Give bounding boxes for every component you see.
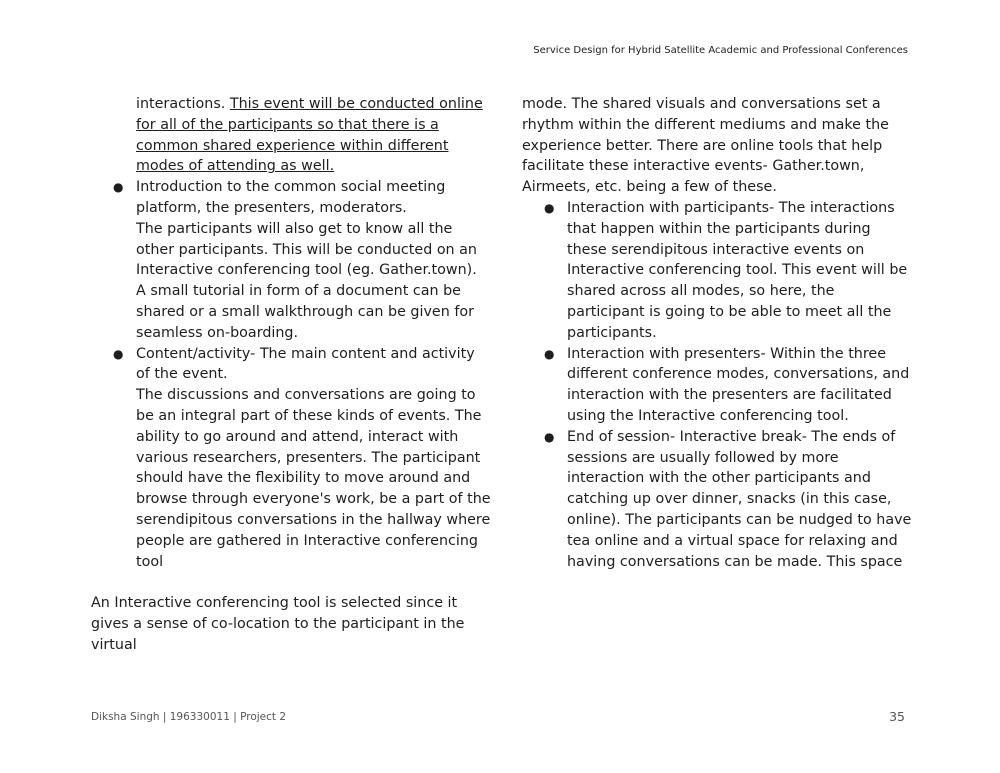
bullet-icon: ● bbox=[544, 200, 555, 215]
bullet-icon: ● bbox=[544, 429, 555, 444]
left-column bbox=[91, 94, 491, 656]
right-bullet-list bbox=[522, 198, 914, 572]
list-item bbox=[522, 427, 914, 573]
bullet-icon: ● bbox=[113, 346, 124, 361]
bullet-lead: Introduction to the common social meeting platform, the presenters, moderators. bbox=[136, 179, 446, 216]
bullet-icon: ● bbox=[113, 180, 124, 195]
list-item bbox=[91, 344, 491, 573]
bullet-text: End of session- Interactive break- The ends of sessions are usually followed by more interaction with the other participants and catching up over dinner, snacks (in this case, online). The participants can be nudged to have tea online and a virtual space for relaxing and having conversations can be made. This space bbox=[567, 428, 912, 570]
list-item bbox=[522, 198, 914, 344]
page-number: 35 bbox=[889, 709, 905, 724]
bullet-detail: The discussions and conversations are going to be an integral part of these kinds of events. The ability to go around and attend, interact with various researchers, presenters. The participant should have the flexibility to move around and browse through everyone's work, be a part of the serendipitous conversations in the hallway where people are gathered in Interactive conferencing tool bbox=[136, 387, 491, 570]
bullet-detail: The participants will also get to know all the other participants. This will be conducted on an Interactive conferencing tool (eg. Gather.town). A small tutorial in form of a document can be shared or a small walkthrough can be given for seamless on-boarding. bbox=[136, 220, 477, 341]
bullet-lead: Content/activity- The main content and activity of the event. bbox=[136, 345, 475, 383]
intro-underlined-text: This event will be conducted online for all of the participants so that there is a common shared experience within different modes of attending as well. bbox=[136, 96, 483, 175]
list-item bbox=[522, 344, 914, 427]
bullet-text: Interaction with participants- The interactions that happen within the participants during these serendipitous interactive events on Interactive conferencing tool. This event will be shared across all modes, so here, the participant is going to be able to meet all the participants. bbox=[567, 199, 908, 341]
closing-paragraph: An Interactive conferencing tool is selected since it gives a sense of co-location to the participant in the virtual bbox=[91, 595, 465, 653]
intro-paragraph bbox=[136, 94, 491, 177]
running-header: Service Design for Hybrid Satellite Academic and Professional Conferences bbox=[533, 45, 908, 56]
bullet-text: Interaction with presenters- Within the three different conference modes, conversations, and interaction with the presenters are facilitated using the Interactive conferencing tool. bbox=[567, 345, 910, 424]
left-bullet-list bbox=[91, 177, 491, 572]
bullet-icon: ● bbox=[544, 346, 555, 361]
right-intro-paragraph: mode. The shared visuals and conversations set a rhythm within the different mediums and make the experience better. There are online tools that help facilitate these interactive events- Gather.town, Airmeets, etc. being a few of these. bbox=[522, 96, 889, 196]
list-item bbox=[91, 177, 491, 343]
right-column bbox=[522, 94, 914, 572]
intro-text: interactions. bbox=[136, 96, 230, 112]
footer-author-info: Diksha Singh | 196330011 | Project 2 bbox=[91, 711, 287, 723]
